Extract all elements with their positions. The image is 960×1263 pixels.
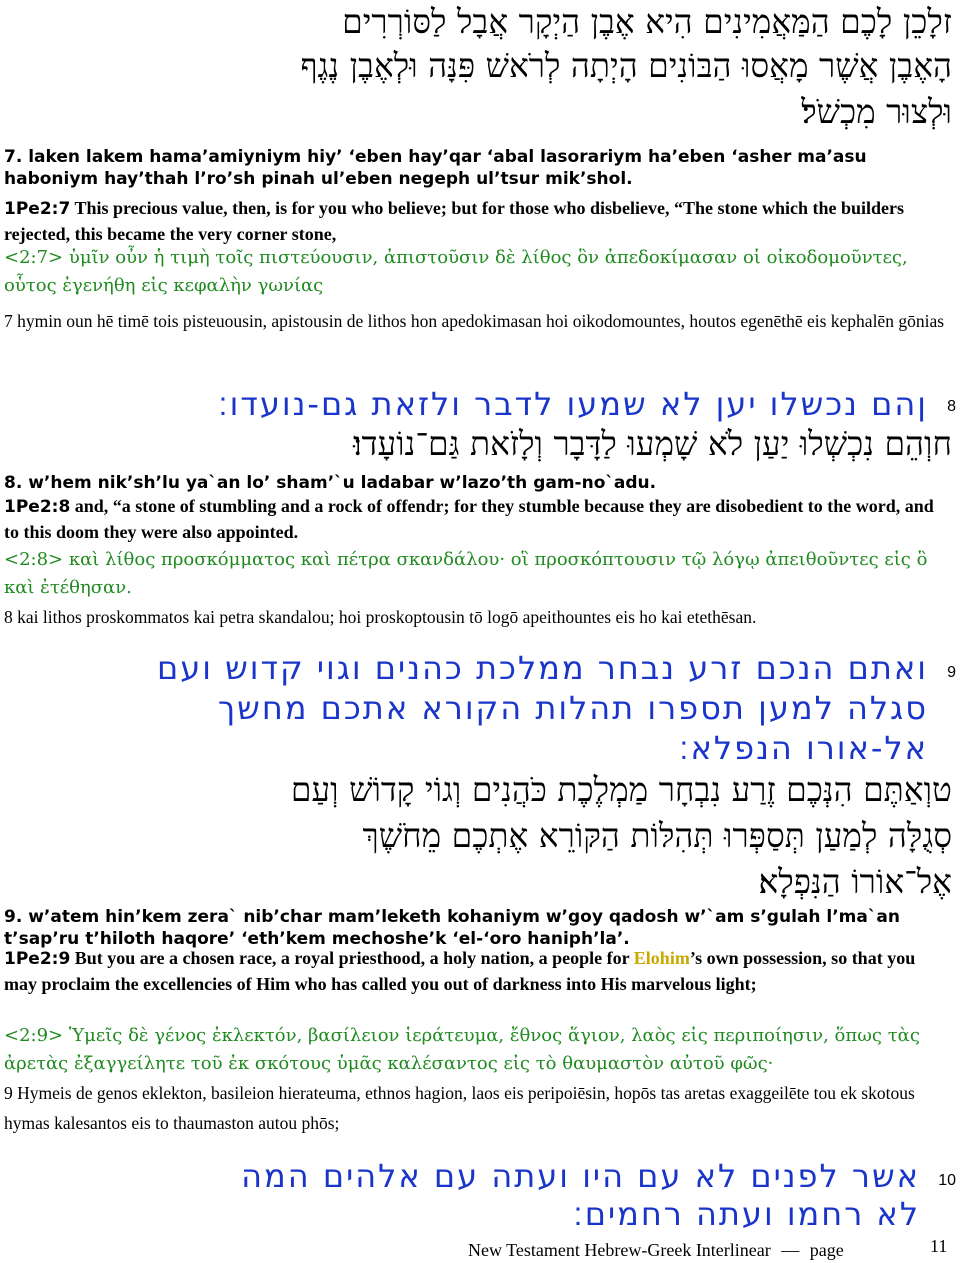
v8-greek-transliteration: 8 kai lithos proskommatos kai petra skandalou; hoi proskoptousin tō logō apeithountes eis ho kai etethēsan. — [4, 607, 757, 627]
v7-greek-ref: <2:7> — [4, 247, 64, 268]
v7-greek-text: ὑμῖν οὖν ἡ τιμὴ τοῖς πιστεύουσιν, ἀπιστοῦσιν δὲ λίθος ὃν ἀπεδοκίμασαν οἱ οἰκοδομοῦντες, οὗτος ἐγενήθη εἰς κεφαλὴν γωνίας — [4, 247, 908, 296]
v7-transliteration: 7. laken lakem hama’amiyniym hiy’ ‘eben hay’qar ‘abal lasorariym ha’eben ‘asher ma’asu haboniym hay’thah l’ro’sh pinah ul’eben negeph ul’tsur mik’shol. — [4, 147, 867, 189]
v9-hebrew-line-2: סְגֻלָּה לְמַעַן תְּסַפְּרוּ תְּהִלּוֹת הַקּוֹרֵא אֶתְכֶם מֵחֹשֶׁךְ — [362, 816, 952, 855]
v9-hebrew-line-1: טוְאַתֶּם הִנְּכֶם זֶרַע נִבְחָר מַמְלֶכֶת כֹּהֲנִים וְגוֹי קָדוֹשׁ וְעַם — [290, 770, 952, 809]
v7-english-text: This precious value, then, is for you who believe; but for those who disbelieve, “The stone which the builders rejected, this became the very corner stone, — [4, 198, 905, 244]
footer-dash: — — [781, 1240, 800, 1260]
v9-paleo-line-3: אל-אורו הנפלא׃ — [679, 729, 928, 767]
v9-greek-text: Ὑμεῖς δὲ γένος ἐκλεκτόν, βασίλειον ἱεράτευμα, ἔθνος ἅγιον, λαὸς εἰς περιποίησιν, ὅπως τὰς ἀρετὰς ἐξαγγείλητε τοῦ ἐκ σκότους ὑμᾶς καλέσαντος εἰς τὸ θαυμαστὸν αὐτοῦ φῶς· — [4, 1025, 920, 1074]
v7-english-ref: 1Pe2:7 — [4, 199, 71, 219]
v8-paleo-line-1: ןהם נכשלו יען לא שמעו לדבר ולזאת גם-נועדו׃ — [218, 385, 928, 423]
v7-english — [4, 196, 952, 247]
v9-greek-transliteration: 9 Hymeis de genos eklekton, basileion hierateuma, ethnos hagion, laos eis peripoiēsin, hopōs tas aretas exaggeilēte tou ek skotous hymas kalesantos eis to thaumaston autou phōs; — [4, 1083, 915, 1133]
v9-paleo-line-2: סגלה למען תספרו תהלות הקורא אתכם מחשך — [217, 689, 928, 727]
v7-hebrew-line-2: הָאֶבֶן אֲשֶׁר מָאֲסוּ הַבּוֹנִים הָיְתָה לְרֹאשׁ פִּנָּה וּלְאֶבֶן נֶגֶף — [300, 46, 952, 85]
v8-hebrew-line-1: חוְהֵם נִכְשְׁלוּ יַעַן לֹא שָׁמְעוּ לַדָּבָר וְלָזֹאת גַּם־נוֹעָדוּ׃ — [353, 424, 952, 463]
v9-number: 9 — [947, 664, 956, 681]
v8-greek — [4, 546, 952, 602]
v9-transliteration: 9. w’atem hin’kem zera` nib’char mam’leketh kohaniym w’goy qadosh w’`am s’gulah l’ma`an t’sap’ru t’hiloth haqore’ ‘eth’kem mechoshe’k ‘el-‘oro haniph’la’. — [4, 907, 900, 949]
v9-english-highlight: Elohim — [633, 948, 690, 968]
v9-english-text-a: But you are a chosen race, a royal priesthood, a holy nation, a people for — [74, 948, 630, 968]
v8-english-ref: 1Pe2:8 — [4, 497, 71, 517]
v8-transliteration: 8. w’hem nik’sh’lu ya`an lo’ sham’`u ladabar w’lazo’th gam-no`adu. — [4, 473, 657, 493]
v8-english-text: and, “a stone of stumbling and a rock of offendr; for they stumble because they are disobedient to the word, and to this doom they were also appointed. — [4, 496, 934, 542]
v8-greek-ref: <2:8> — [4, 549, 64, 570]
v9-greek-ref: <2:9> — [4, 1025, 64, 1046]
v9-english-ref: 1Pe2:9 — [4, 949, 71, 969]
v8-greek-text: καὶ λίθος προσκόμματος καὶ πέτρα σκανδάλου· οἳ προσκόπτουσιν τῷ λόγῳ ἀπειθοῦντες εἰς ὃ καὶ ἐτέθησαν. — [4, 549, 928, 598]
v7-greek-transliteration: 7 hymin oun hē timē tois pisteuousin, apistousin de lithos hon apedokimasan hoi oikodomountes, houtos egenēthē eis kephalēn gōnias — [4, 311, 945, 331]
v8-number: 8 — [947, 398, 956, 415]
footer-page-word: page — [809, 1240, 844, 1260]
v9-english — [4, 946, 952, 997]
v9-paleo-line-1: ואתם הנכם זרע נבחר ממלכת כהנים וגוי קדוש ועם — [156, 649, 928, 687]
v10-paleo-line-1: אשר לפנים לא עם היו ועתה עם אלהים המה — [241, 1157, 920, 1195]
v10-paleo-line-2: לא רחמו ועתה רחמים׃ — [573, 1195, 920, 1233]
v9-greek — [4, 1022, 952, 1078]
page-footer — [468, 1240, 844, 1261]
v8-english — [4, 494, 952, 545]
v7-greek — [4, 244, 952, 300]
v7-hebrew-line-3: וּלְצוּר מִכְשֹׁל׃ — [801, 92, 952, 131]
v9-hebrew-line-3: אֶל־אוֹרוֹ הַנִּפְלָא׃ — [758, 862, 952, 901]
v10-number: 10 — [938, 1172, 956, 1189]
footer-page-number: 11 — [930, 1236, 948, 1256]
v7-hebrew-line-1: זלָכֵן לָכֶם הַמַּאֲמִינִים הִיא אֶבֶן הַיְקָר אֲבָל לַסּוֹרְרִים — [342, 2, 952, 41]
footer-title: New Testament Hebrew-Greek Interlinear — [468, 1240, 771, 1260]
v9-english-text-b: ’s own possession, so that you may proclaim the excellencies of Him who has called you out of darkness into His marvelous light; — [4, 948, 916, 994]
